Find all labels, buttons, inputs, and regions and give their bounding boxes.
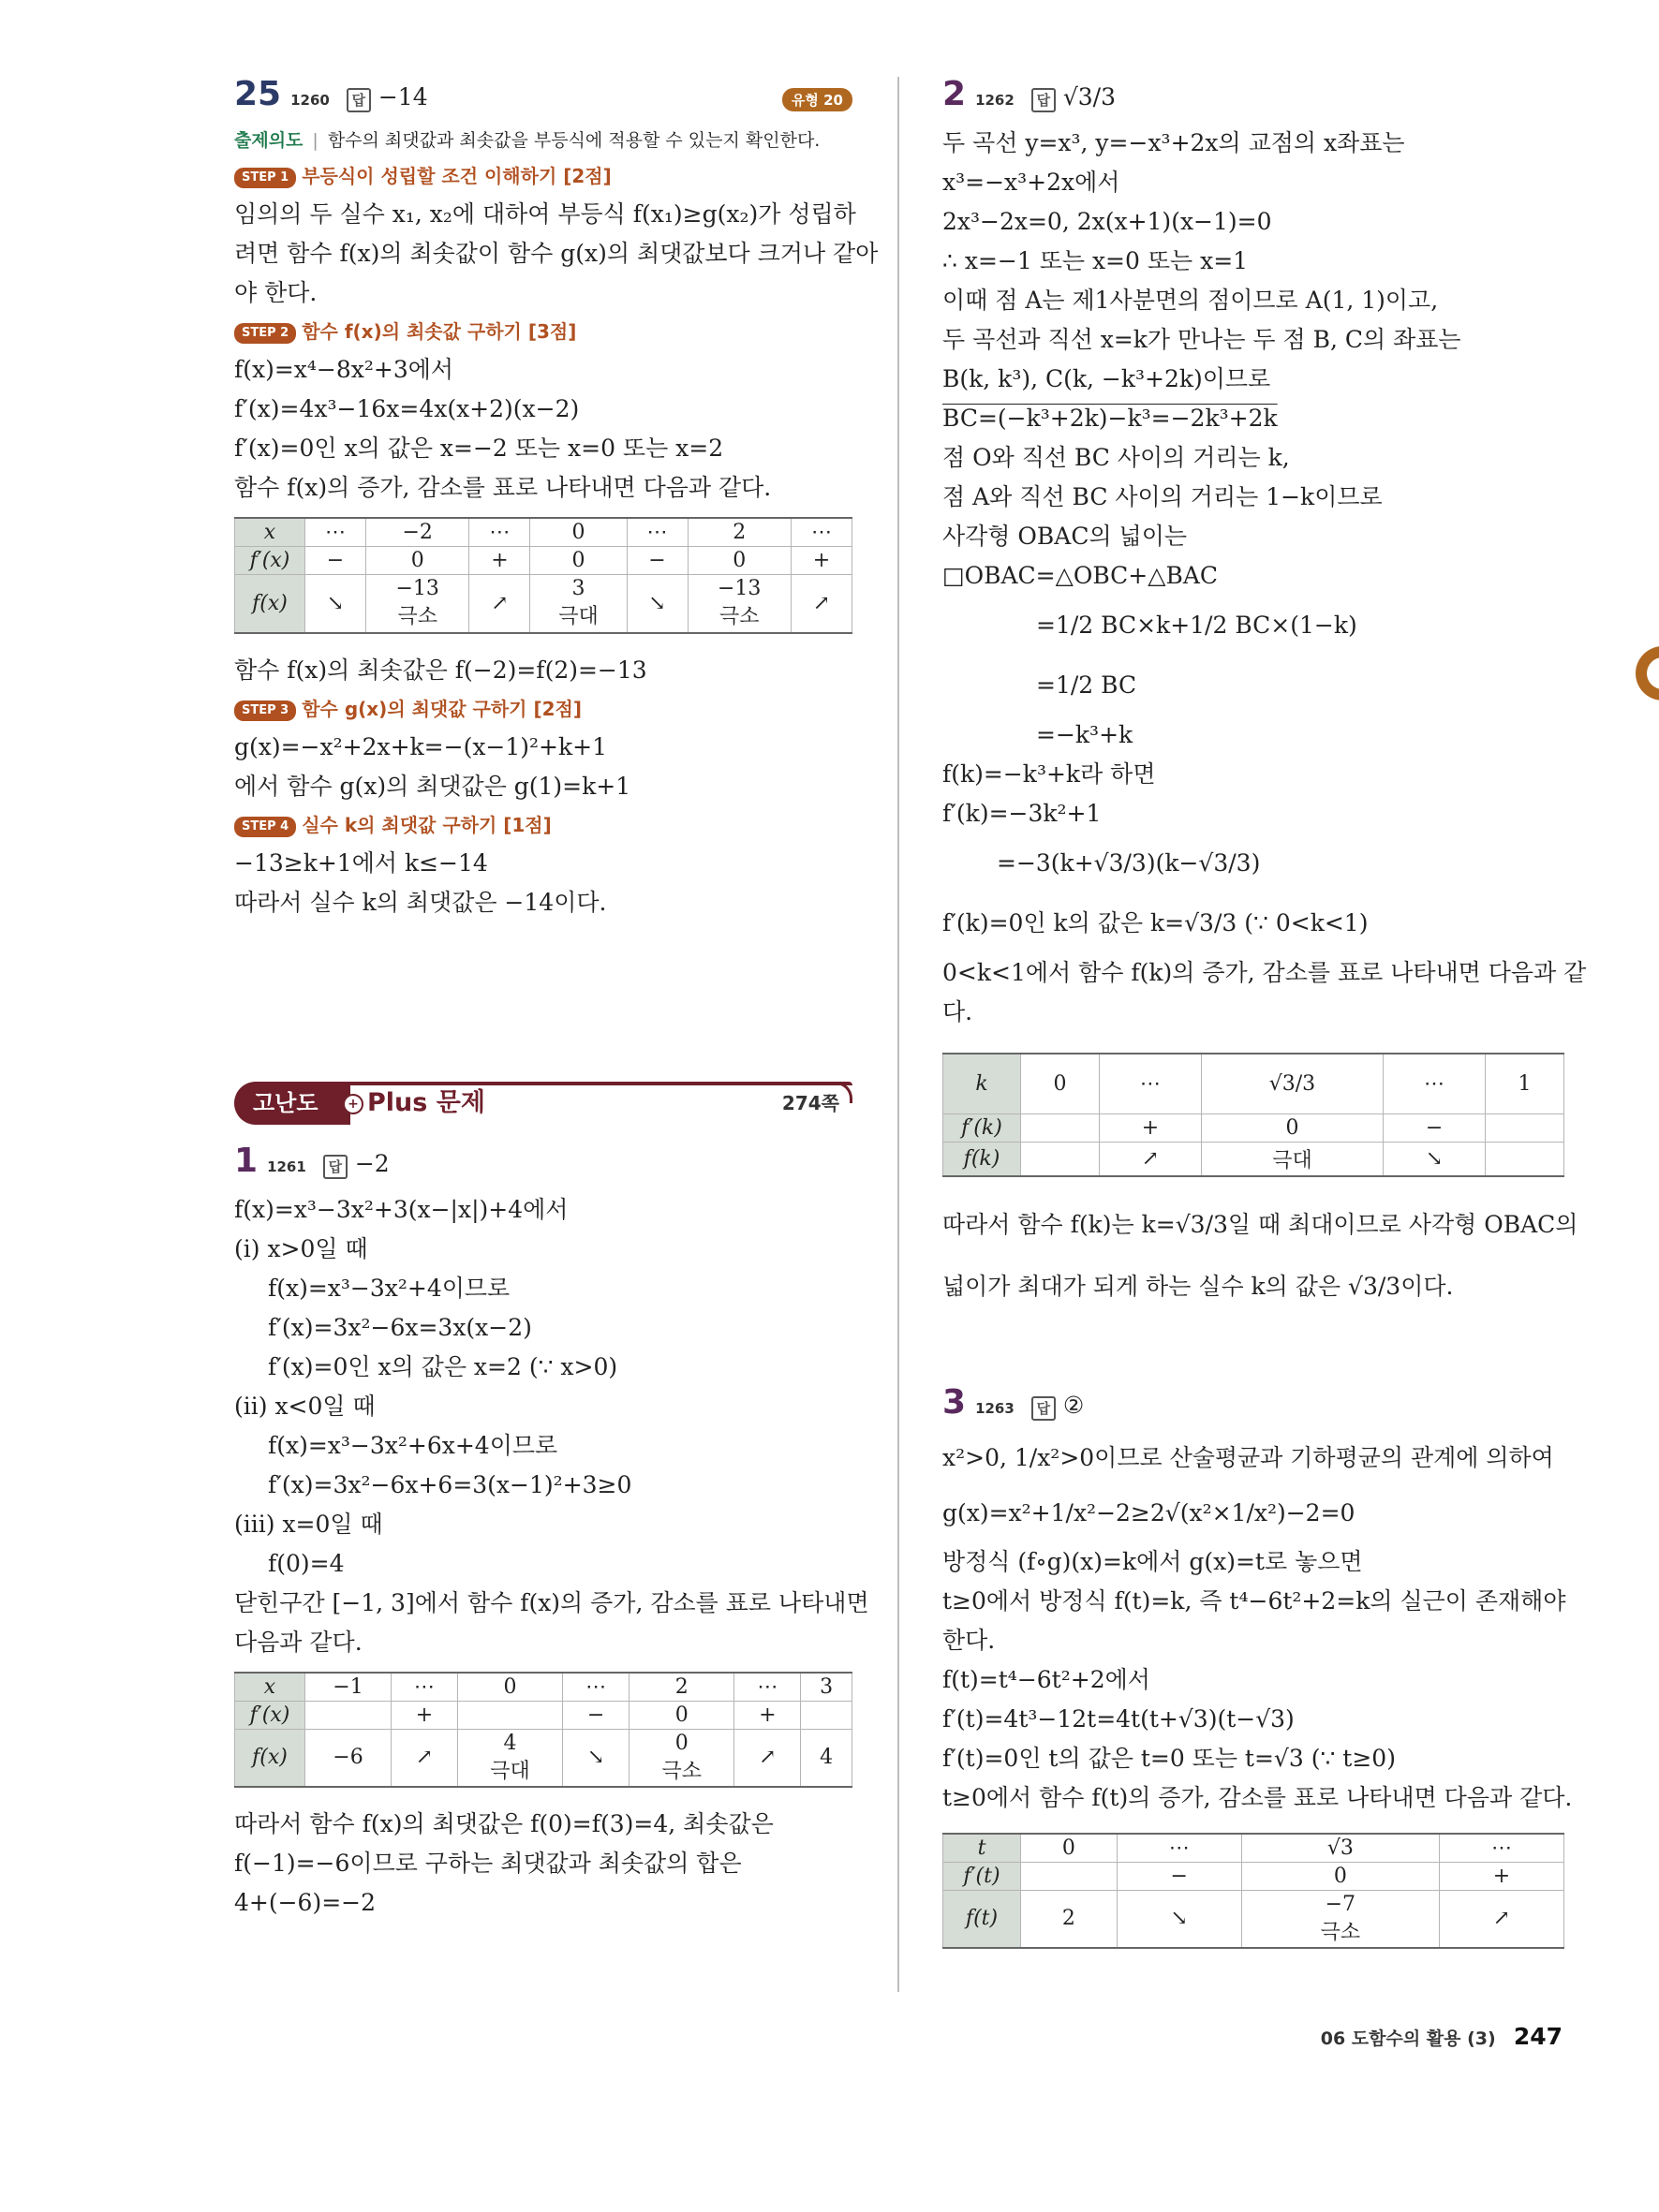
solution-line: 2x³−2x=0, 2x(x+1)(x−1)=0 bbox=[942, 208, 1272, 235]
plus-problem-banner bbox=[234, 1082, 852, 1125]
variation-table-25: x ⋯ −2 ⋯ 0 ⋯ 2 ⋯ f′(x) − 0 + 0 − 0 + f(x) ↘ −13 극소 ↗ 3 극대 ↘ −13 극소 ↗ bbox=[234, 517, 852, 634]
solution-line: f(x)=x⁴−8x²+3에서 bbox=[234, 356, 454, 383]
solution-line: f(0)=4 bbox=[268, 1549, 345, 1577]
problem-2-header bbox=[942, 75, 1564, 124]
page-number: 247 bbox=[1513, 2023, 1563, 2050]
answer-icon: 답 bbox=[1031, 1396, 1056, 1421]
solution-line: f′(x)=3x²−6x=3x(x−2) bbox=[268, 1313, 532, 1341]
solution-line: 닫힌구간 [−1, 3]에서 함수 f(x)의 증가, 감소를 표로 나타내면 bbox=[234, 1588, 869, 1616]
solution-line: f′(k)=0인 k의 값은 k=√3/3 (∵ 0<k<1) bbox=[942, 909, 1369, 936]
problem-id: 1263 bbox=[975, 1399, 1015, 1417]
solution-line: 두 곡선과 직선 x=k가 만나는 두 점 B, C의 좌표는 bbox=[942, 326, 1461, 353]
problem-number: 25 bbox=[234, 75, 282, 113]
solution-line: 4+(−6)=−2 bbox=[234, 1889, 377, 1916]
solution-line: 함수 f(x)의 증가, 감소를 표로 나타내면 다음과 같다. bbox=[234, 474, 772, 501]
plus-title: Plus 문제 bbox=[367, 1087, 485, 1117]
solution-line: 다. bbox=[942, 998, 973, 1025]
solution-line: f′(t)=4t³−12t=4t(t+√3)(t−√3) bbox=[942, 1704, 1295, 1733]
solution-line: −13≥k+1에서 k≤−14 bbox=[234, 848, 488, 877]
solution-line: x³=−x³+2x에서 bbox=[942, 169, 1120, 196]
solution-line: f(t)=t⁴−6t²+2에서 bbox=[942, 1665, 1150, 1693]
problem-id: 1261 bbox=[267, 1158, 306, 1175]
solution-line: g(x)=x²+1/x²−2≥2√(x²×1/x²)−2=0 bbox=[942, 1498, 1355, 1526]
solution-line: 함수 f(x)의 최솟값은 f(−2)=f(2)=−13 bbox=[234, 656, 647, 684]
step-2-heading: STEP 2 함수 f(x)의 최솟값 구하기 [3점] bbox=[234, 313, 852, 350]
solution-line: 한다. bbox=[942, 1626, 996, 1654]
step-4-heading: STEP 4 실수 k의 최댓값 구하기 [1점] bbox=[234, 806, 852, 844]
variation-table-3: t 0 ⋯ √3 ⋯ f′(t) − 0 + f(t) 2 ↘ −7 극소 ↗ bbox=[942, 1833, 1564, 1950]
solution-line: □OBAC=△OBC+△BAC bbox=[942, 562, 1219, 589]
problem-id: 1260 bbox=[290, 92, 330, 109]
variation-table-2: k 0 ⋯ √3/3 ⋯ 1 f′(k) + 0 − f(k) ↗ 극대 ↘ bbox=[942, 1053, 1564, 1177]
type-badge: 유형 20 bbox=[782, 88, 852, 111]
solution-line: t≥0에서 함수 f(t)의 증가, 감소를 표로 나타내면 다음과 같다. bbox=[942, 1783, 1573, 1811]
plus-dark-label: 고난도 bbox=[234, 1082, 350, 1125]
right-column bbox=[942, 75, 1587, 1966]
problem-25-header bbox=[234, 75, 852, 124]
column-divider bbox=[897, 77, 899, 1992]
solution-line: (ii) x<0일 때 bbox=[234, 1392, 376, 1420]
solution-line: =1/2 BC×k+1/2 BC×(1−k) bbox=[1036, 612, 1357, 639]
solution-line: 넓이가 최대가 되게 하는 실수 k의 값은 √3/3이다. bbox=[942, 1272, 1454, 1300]
answer-icon: 답 bbox=[347, 88, 371, 112]
step-3-heading: STEP 3 함수 g(x)의 최댓값 구하기 [2점] bbox=[234, 690, 852, 728]
step-1-heading: STEP 1 부등식이 성립할 조건 이해하기 [2점] bbox=[234, 157, 852, 195]
solution-line: 사각형 OBAC의 넓이는 bbox=[942, 523, 1187, 550]
page-footer bbox=[1321, 2023, 1563, 2050]
solution-line: 따라서 실수 k의 최댓값은 −14이다. bbox=[234, 888, 607, 916]
problem-3-header bbox=[942, 1383, 1564, 1432]
solution-line: 야 한다. bbox=[234, 279, 318, 306]
solution-line: BC=(−k³+2k)−k³=−2k³+2k bbox=[942, 405, 1278, 432]
solution-line: f′(x)=3x²−6x+6=3(x−1)²+3≥0 bbox=[268, 1470, 632, 1498]
plus-icon: + bbox=[343, 1094, 363, 1114]
answer-value: ② bbox=[1062, 1391, 1085, 1419]
problem-number: 1 bbox=[234, 1141, 259, 1180]
problem-id: 1262 bbox=[975, 92, 1015, 109]
solution-line: 점 A와 직선 BC 사이의 거리는 1−k이므로 bbox=[942, 483, 1383, 510]
solution-line: 방정식 (f∘g)(x)=k에서 g(x)=t로 놓으면 bbox=[942, 1547, 1363, 1575]
solution-line: f(x)=x³−3x²+3(x−|x|)+4에서 bbox=[234, 1195, 569, 1223]
chapter-side-tab bbox=[1636, 646, 1659, 700]
left-column bbox=[234, 75, 879, 1923]
problem-number: 3 bbox=[942, 1382, 967, 1422]
answer-value: √3/3 bbox=[1062, 83, 1116, 111]
answer-value: −2 bbox=[354, 1149, 390, 1177]
solution-line: f′(x)=0인 x의 값은 x=−2 또는 x=0 또는 x=2 bbox=[234, 435, 724, 462]
problem-number: 2 bbox=[942, 75, 967, 113]
solution-line: (i) x>0일 때 bbox=[234, 1234, 368, 1262]
plus-page-ref: 274쪽 bbox=[781, 1091, 839, 1114]
solution-line: =1/2 BC bbox=[1036, 671, 1137, 699]
solution-line: 다음과 같다. bbox=[234, 1628, 363, 1656]
solution-line: t≥0에서 방정식 f(t)=k, 즉 t⁴−6t²+2=k의 실근이 존재해야 bbox=[942, 1586, 1566, 1615]
solution-line: f′(t)=0인 t의 값은 t=0 또는 t=√3 (∵ t≥0) bbox=[942, 1744, 1396, 1772]
solution-line: ∴ x=−1 또는 x=0 또는 x=1 bbox=[942, 247, 1249, 274]
solution-line: 0<k<1에서 함수 f(k)의 증가, 감소를 표로 나타내면 다음과 같 bbox=[942, 959, 1587, 986]
solution-line: f′(x)=4x³−16x=4x(x+2)(x−2) bbox=[234, 395, 580, 422]
solution-line: B(k, k³), C(k, −k³+2k)이므로 bbox=[942, 365, 1271, 392]
solution-line: 점 O와 직선 BC 사이의 거리는 k, bbox=[942, 444, 1290, 471]
variation-table-1: x −1 ⋯ 0 ⋯ 2 ⋯ 3 f′(x) + − 0 + f(x) −6 ↗ 4 극대 ↘ 0 극소 ↗ 4 bbox=[234, 1672, 852, 1789]
solution-line: f(x)=x³−3x²+6x+4이므로 bbox=[268, 1431, 558, 1459]
solution-line: f′(k)=−3k²+1 bbox=[942, 800, 1102, 827]
solution-line: 따라서 함수 f(x)의 최댓값은 f(0)=f(3)=4, 최솟값은 bbox=[234, 1810, 774, 1837]
solution-line: (iii) x=0일 때 bbox=[234, 1510, 383, 1538]
solution-line: =−3(k+√3/3)(k−√3/3) bbox=[997, 849, 1261, 877]
solution-line: 두 곡선 y=x³, y=−x³+2x의 교점의 x좌표는 bbox=[942, 129, 1405, 156]
solution-line: 임의의 두 실수 x₁, x₂에 대하여 부등식 f(x₁)≥g(x₂)가 성립하 bbox=[234, 200, 856, 228]
answer-value: −14 bbox=[378, 83, 428, 111]
solution-line: f′(x)=0인 x의 값은 x=2 (∵ x>0) bbox=[268, 1352, 618, 1380]
solution-line: f(x)=x³−3x²+4이므로 bbox=[268, 1274, 511, 1302]
answer-icon: 답 bbox=[323, 1155, 348, 1179]
solution-line: 려면 함수 f(x)의 최솟값이 함수 g(x)의 최댓값보다 크거나 같아 bbox=[234, 240, 879, 267]
answer-icon: 답 bbox=[1031, 88, 1056, 112]
problem-1-header bbox=[234, 1142, 852, 1190]
question-intent: 출제의도 | 함수의 최댓값과 최솟값을 부등식에 적용할 수 있는지 확인한다. bbox=[234, 130, 821, 151]
solution-line: 에서 함수 g(x)의 최댓값은 g(1)=k+1 bbox=[234, 772, 631, 800]
chapter-title: 06 도함수의 활용 (3) bbox=[1320, 2028, 1496, 2049]
solution-line: g(x)=−x²+2x+k=−(x−1)²+k+1 bbox=[234, 732, 607, 760]
solution-line: 따라서 함수 f(k)는 k=√3/3일 때 최대이므로 사각형 OBAC의 bbox=[942, 1210, 1578, 1238]
solution-line: 이때 점 A는 제1사분면의 점이므로 A(1, 1)이고, bbox=[942, 287, 1439, 314]
solution-line: f(−1)=−6이므로 구하는 최댓값과 최솟값의 합은 bbox=[234, 1850, 742, 1877]
solution-line: =−k³+k bbox=[1036, 721, 1133, 748]
solution-line: x²>0, 1/x²>0이므로 산술평균과 기하평균의 관계에 의하여 bbox=[942, 1443, 1554, 1471]
solution-line: f(k)=−k³+k라 하면 bbox=[942, 760, 1156, 788]
